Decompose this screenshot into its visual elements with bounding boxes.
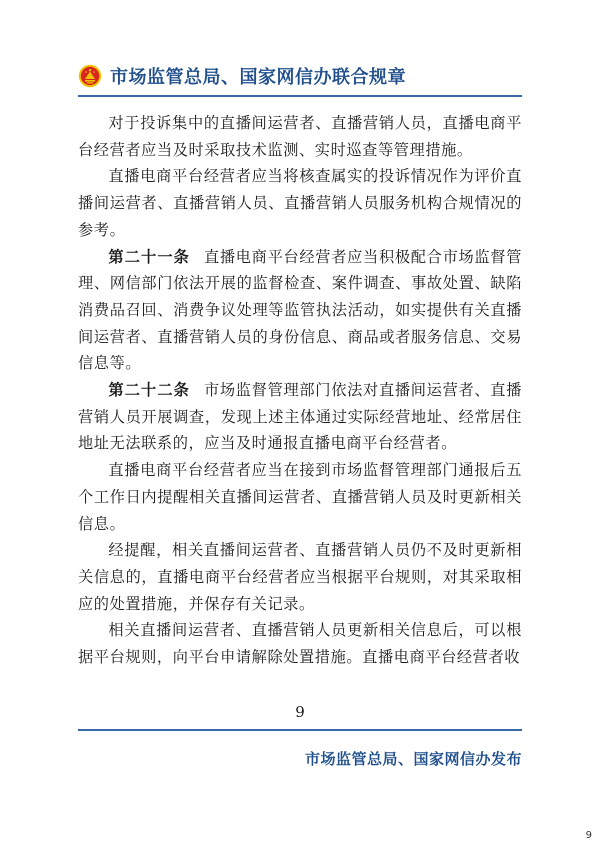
paragraph: 经提醒，相关直播间运营者、直播营销人员仍不及时更新相关信息的，直播电商平台经营者应当根据平台规则，对其采取相应的处置措施，并保存有关记录。 — [78, 541, 522, 613]
article-number: 第二十一条 — [108, 247, 190, 266]
page-number: 9 — [295, 703, 305, 721]
national-emblem-icon — [78, 64, 102, 88]
footer-publisher: 市场监管总局、国家网信办发布 — [304, 750, 522, 768]
article-number: 第二十二条 — [108, 381, 190, 400]
header-title: 市场监管总局、国家网信办联合规章 — [110, 67, 406, 88]
document-body — [78, 110, 522, 671]
document-header — [78, 62, 406, 90]
paragraph: 直播电商平台经营者应当将核查属实的投诉情况作为评价直播间运营者、直播营销人员、直播营销人员服务机构合规情况的参考。 — [78, 167, 522, 239]
paragraph: 相关直播间运营者、直播营销人员更新相关信息后，可以根据平台规则，向平台申请解除处置措施。直播电商平台经营者收 — [78, 621, 522, 667]
article-paragraph: 第二十一条 直播电商平台经营者应当积极配合市场监督管理、网信部门依法开展的监督检查、案件调查、事故处置、缺陷消费品召回、消费争议处理等监管执法活动，如实提供有关直播间运营者、直播营销人员的身份信息、商品或者服务信息、交易信息等。 — [78, 247, 523, 373]
footer-divider — [78, 729, 522, 731]
corner-page-number: 9 — [585, 830, 592, 841]
paragraph: 直播电商平台经营者应当在接到市场监督管理部门通报后五个工作日内提醒相关直播间运营者、直播营销人员及时更新相关信息。 — [78, 461, 522, 533]
paragraph: 对于投诉集中的直播间运营者、直播营销人员，直播电商平台经营者应当及时采取技术监测、实时巡查等管理措施。 — [78, 114, 522, 159]
header-divider — [78, 95, 522, 97]
article-paragraph: 第二十二条 市场监督管理部门依法对直播间运营者、直播营销人员开展调查，发现上述主体通过实际经营地址、经常居住地址无法联系的，应当及时通报直播电商平台经营者。 — [78, 381, 523, 453]
